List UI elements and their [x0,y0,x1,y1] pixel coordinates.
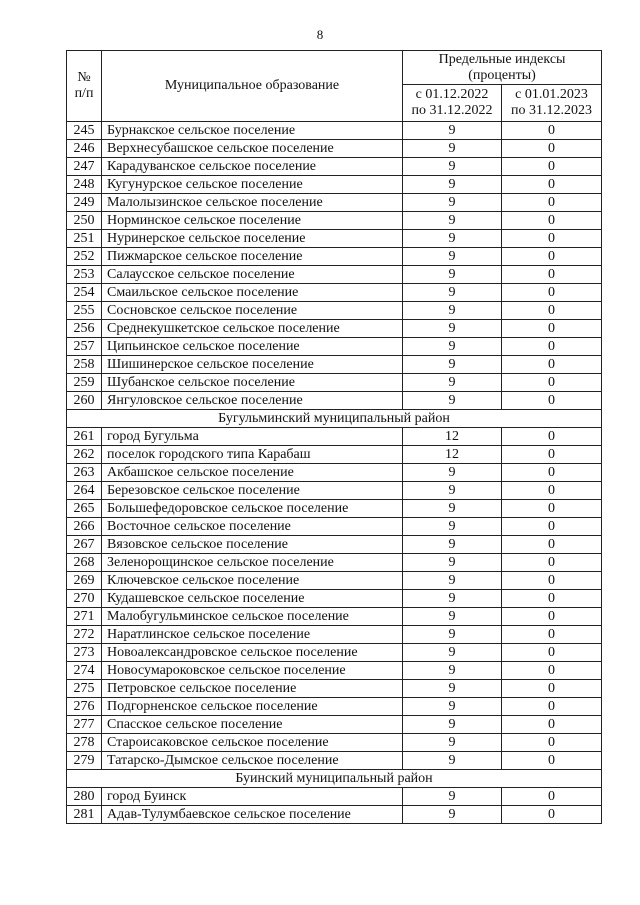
index-2022: 12 [403,446,502,464]
index-2022: 9 [403,320,502,338]
table-row [67,158,602,176]
index-2022: 9 [403,122,502,140]
row-number: 272 [67,626,102,644]
row-number: 254 [67,284,102,302]
index-2022: 9 [403,194,502,212]
index-2023: 0 [502,716,602,734]
index-2023: 0 [502,698,602,716]
index-2023: 0 [502,284,602,302]
row-number: 256 [67,320,102,338]
row-number: 261 [67,428,102,446]
municipality-name: Восточное сельское поселение [102,518,403,536]
table-row [67,338,602,356]
municipality-name: Янгуловское сельское поселение [102,392,403,410]
index-2022: 9 [403,662,502,680]
row-number: 270 [67,590,102,608]
index-2023: 0 [502,374,602,392]
header-municipality [102,51,403,122]
index-2022: 12 [403,428,502,446]
row-number: 269 [67,572,102,590]
table-row [67,698,602,716]
municipality-name: поселок городского типа Карабаш [102,446,403,464]
index-2023: 0 [502,266,602,284]
row-number: 273 [67,644,102,662]
row-number: 248 [67,176,102,194]
table-row [67,284,602,302]
municipality-name: Адав-Тулумбаевское сельское поселение [102,806,403,824]
index-2023: 0 [502,644,602,662]
municipality-name: Нуринерское сельское поселение [102,230,403,248]
row-number: 249 [67,194,102,212]
index-2022: 9 [403,266,502,284]
index-2022: 9 [403,356,502,374]
index-2022: 9 [403,734,502,752]
table-row [67,374,602,392]
row-number: 266 [67,518,102,536]
municipality-name: Вязовское сельское поселение [102,536,403,554]
district-row [67,410,602,428]
table-row [67,734,602,752]
index-2022: 9 [403,518,502,536]
municipality-name: Наратлинское сельское поселение [102,626,403,644]
table-row [67,590,602,608]
row-number: 257 [67,338,102,356]
index-2023: 0 [502,680,602,698]
index-2022: 9 [403,716,502,734]
table-row [67,518,602,536]
table-row [67,212,602,230]
municipality-name: Ключевское сельское поселение [102,572,403,590]
row-number: 258 [67,356,102,374]
municipality-name: Бурнакское сельское поселение [102,122,403,140]
page-number: 8 [316,27,324,42]
table-row [67,176,602,194]
index-2022: 9 [403,590,502,608]
district-name: Буинский муниципальный район [67,770,602,788]
index-2023: 0 [502,536,602,554]
index-2022: 9 [403,482,502,500]
table-row [67,266,602,284]
district-name: Бугульминский муниципальный район [67,410,602,428]
index-2022: 9 [403,338,502,356]
index-2022: 9 [403,230,502,248]
index-2023: 0 [502,194,602,212]
index-2023: 0 [502,392,602,410]
index-2022: 9 [403,752,502,770]
row-number: 262 [67,446,102,464]
row-number: 277 [67,716,102,734]
municipality-name: Малолызинское сельское поселение [102,194,403,212]
table-row [67,536,602,554]
row-number: 271 [67,608,102,626]
header-limits-text: Предельные индексы (проценты) [438,51,566,83]
row-number: 260 [67,392,102,410]
table-row [67,356,602,374]
municipality-name: Среднекушкетское сельское поселение [102,320,403,338]
row-number: 281 [67,806,102,824]
index-2022: 9 [403,626,502,644]
index-2022: 9 [403,158,502,176]
municipality-name: Спасское сельское поселение [102,716,403,734]
index-2022: 9 [403,644,502,662]
municipality-name: Шубанское сельское поселение [102,374,403,392]
index-2023: 0 [502,122,602,140]
index-2022: 9 [403,536,502,554]
row-number: 251 [67,230,102,248]
table-row [67,302,602,320]
index-2023: 0 [502,302,602,320]
index-2023: 0 [502,212,602,230]
row-number: 278 [67,734,102,752]
index-2023: 0 [502,158,602,176]
municipality-name: Кугунурское сельское поселение [102,176,403,194]
index-2022: 9 [403,680,502,698]
table-row [67,788,602,806]
table-row [67,662,602,680]
index-2022: 9 [403,176,502,194]
table-row [67,752,602,770]
municipality-name: Сосновское сельское поселение [102,302,403,320]
table-body [67,122,602,824]
table-row [67,446,602,464]
municipality-name: Верхнесубашское сельское поселение [102,140,403,158]
municipality-name: Норминское сельское поселение [102,212,403,230]
index-2023: 0 [502,176,602,194]
row-number: 264 [67,482,102,500]
municipality-name: Новоалександровское сельское поселение [102,644,403,662]
municipality-name: Зеленорощинское сельское поселение [102,554,403,572]
row-number: 259 [67,374,102,392]
row-number: 245 [67,122,102,140]
index-2023: 0 [502,518,602,536]
municipality-name: Ципьинское сельское поселение [102,338,403,356]
index-2022: 9 [403,212,502,230]
table-row [67,140,602,158]
header-limits [403,51,602,85]
index-2022: 9 [403,608,502,626]
municipality-name: Малобугульминское сельское поселение [102,608,403,626]
header-period-2023 [502,85,602,122]
index-2023: 0 [502,752,602,770]
index-2023: 0 [502,338,602,356]
municipality-name: Новосумароковское сельское поселение [102,662,403,680]
row-number: 265 [67,500,102,518]
table-row [67,428,602,446]
index-2022: 9 [403,698,502,716]
index-2023: 0 [502,140,602,158]
header-period-2022 [403,85,502,122]
row-number: 274 [67,662,102,680]
index-2023: 0 [502,608,602,626]
index-2022: 9 [403,500,502,518]
table-row [67,230,602,248]
municipality-name: Пижмарское сельское поселение [102,248,403,266]
index-2023: 0 [502,248,602,266]
table-row [67,482,602,500]
row-number: 268 [67,554,102,572]
header-period-2023-text: с 01.01.2023 по 31.12.2023 [511,87,592,118]
municipality-name: Петровское сельское поселение [102,680,403,698]
index-2023: 0 [502,626,602,644]
table-row [67,248,602,266]
table-row [67,716,602,734]
index-2022: 9 [403,302,502,320]
table-row [67,572,602,590]
table-row [67,464,602,482]
municipality-name: Салаусское сельское поселение [102,266,403,284]
table-row [67,554,602,572]
table-row [67,194,602,212]
index-2022: 9 [403,554,502,572]
municipality-name: Смаильское сельское поселение [102,284,403,302]
municipality-name: Березовское сельское поселение [102,482,403,500]
index-2023: 0 [502,356,602,374]
table-row [67,608,602,626]
municipality-name: Староисаковское сельское поселение [102,734,403,752]
municipality-name: город Бугульма [102,428,403,446]
row-number: 255 [67,302,102,320]
index-2023: 0 [502,428,602,446]
table-row [67,320,602,338]
row-number: 280 [67,788,102,806]
index-2023: 0 [502,572,602,590]
municipality-name: Большефедоровское сельское поселение [102,500,403,518]
municipality-name: Акбашское сельское поселение [102,464,403,482]
index-2023: 0 [502,482,602,500]
municipality-name: город Буинск [102,788,403,806]
row-number: 252 [67,248,102,266]
index-2022: 9 [403,806,502,824]
row-number: 253 [67,266,102,284]
row-number: 250 [67,212,102,230]
index-2022: 9 [403,464,502,482]
row-number: 276 [67,698,102,716]
table-row [67,122,602,140]
header-num [67,51,102,122]
index-2023: 0 [502,590,602,608]
row-number: 246 [67,140,102,158]
municipality-name: Подгорненское сельское поселение [102,698,403,716]
tariff-index-table [66,50,602,824]
municipality-name: Кудашевское сельское поселение [102,590,403,608]
index-2023: 0 [502,806,602,824]
index-2023: 0 [502,734,602,752]
index-2022: 9 [403,284,502,302]
row-number: 263 [67,464,102,482]
row-number: 247 [67,158,102,176]
index-2022: 9 [403,374,502,392]
row-number: 275 [67,680,102,698]
index-2023: 0 [502,500,602,518]
index-2022: 9 [403,572,502,590]
municipality-name: Татарско-Дымское сельское поселение [102,752,403,770]
district-row [67,770,602,788]
index-2023: 0 [502,554,602,572]
header-period-2022-text: с 01.12.2022 по 31.12.2022 [411,87,493,118]
row-number: 267 [67,536,102,554]
municipality-name: Карадуванское сельское поселение [102,158,403,176]
index-2023: 0 [502,464,602,482]
table-row [67,500,602,518]
index-2023: 0 [502,446,602,464]
row-number: 279 [67,752,102,770]
table-row [67,626,602,644]
index-2022: 9 [403,392,502,410]
table-row [67,392,602,410]
index-2022: 9 [403,140,502,158]
header-municipality-text: Муниципальное образование [164,78,340,93]
index-2022: 9 [403,248,502,266]
index-2023: 0 [502,788,602,806]
table-row [67,680,602,698]
index-2022: 9 [403,788,502,806]
index-2023: 0 [502,662,602,680]
table-row [67,644,602,662]
municipality-name: Шишинерское сельское поселение [102,356,403,374]
table-row [67,806,602,824]
index-2023: 0 [502,230,602,248]
header-num-text: № п/п [74,70,94,101]
index-2023: 0 [502,320,602,338]
